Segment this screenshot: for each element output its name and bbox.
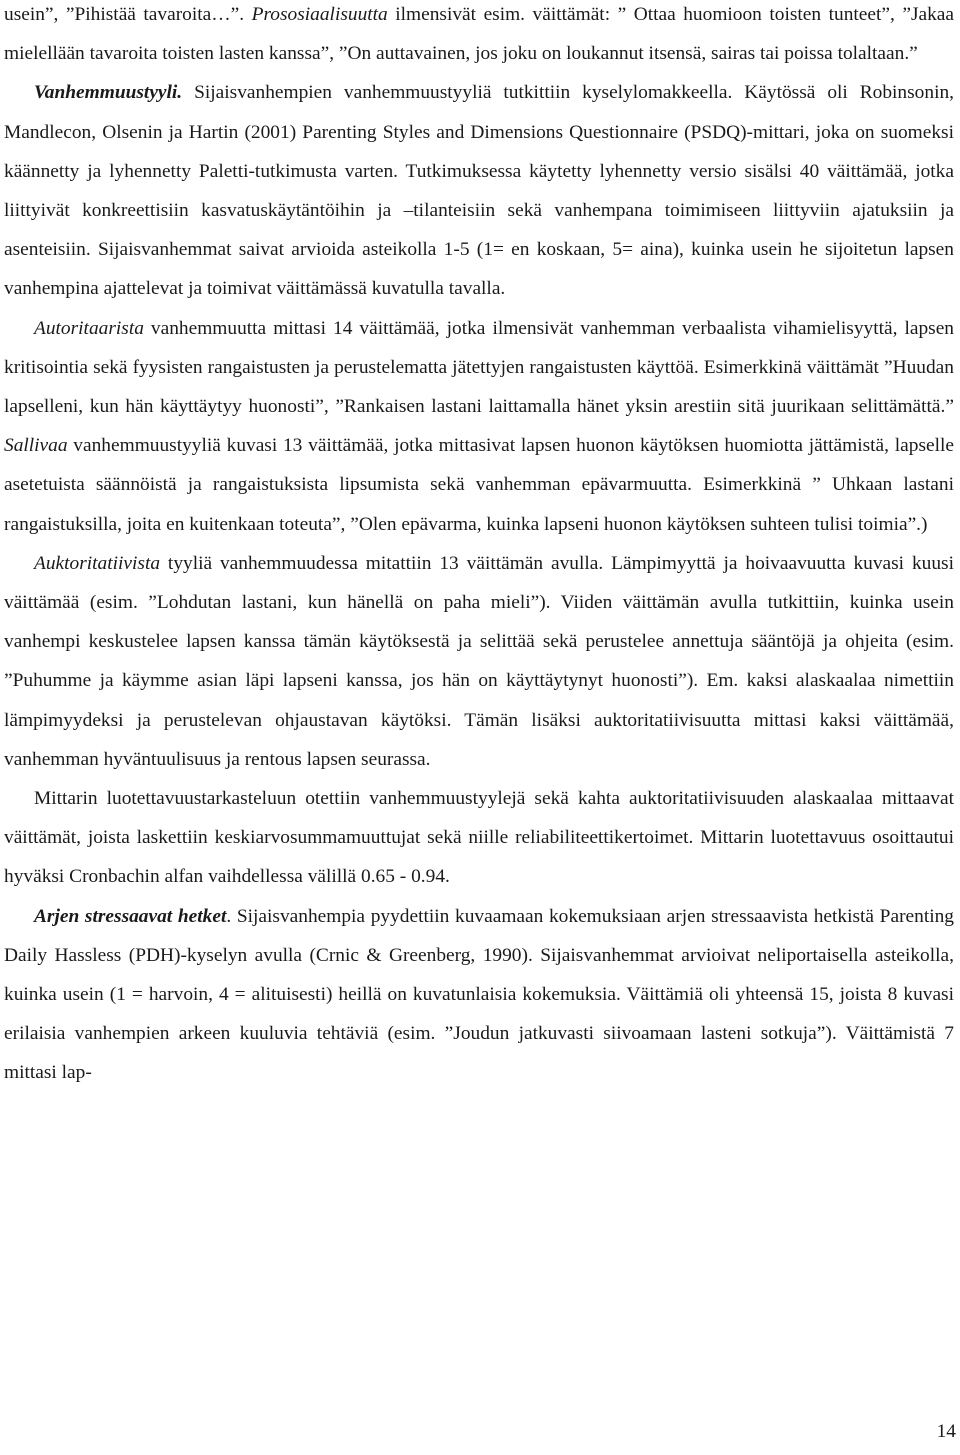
paragraph-daily-hassles — [4, 897, 954, 1093]
paragraph-prosocial-continuation — [4, 0, 954, 73]
paragraph-authoritarian — [4, 309, 954, 544]
term-prosocial: Prososiaalisuutta — [251, 4, 388, 25]
paragraph-parenting-style — [4, 73, 954, 308]
paragraph-text: vanhemmuutta mittasi 14 väittämää, jotka ilmensivät vanhemman verbaalista vihamielisyyttä, lapsen kritisointia sekä fyysisten rangaistusten ja perustelematta jätettyjen rangaistusten käyttöä. Esimerkkinä väittämät ”Huudan lapselleni, kun hän käyttäytyy huonosti”, ”Rankaisen lastani laittamalla hänet yksin arestiin sitä juurikaan selittämättä.” — [4, 317, 954, 418]
paragraph-authoritative — [4, 544, 954, 779]
paragraph-text: Sijaisvanhempien vanhemmuustyyliä tutkittiin kyselylomakkeella. Käytössä oli Robinsonin, Mandlecon, Olsenin ja Hartin (2001) Parenting Styles and Dimensions Questionnaire (PSDQ)-mittari, joka on suomeksi käännetty ja lyhennetty Paletti-tutkimusta varten. Tutkimuksessa käytetty lyhennetty versio sisälsi 40 väittämää, jotka liittyivät konkreettisiin kasvatuskäytäntöihin ja –tilanteisiin sekä vanhempana toimimiseen liittyviin ajatuksiin ja asenteisiin. Sijaisvanhemmat saivat arvioida asteikolla 1-5 (1= en koskaan, 5= aina), kuinka usein he sijoitetun lapsen vanhempina ajattelevat ja toimivat väittämässä kuvatulla tavalla. — [4, 82, 954, 300]
paragraph-text: . Sijaisvanhempia pyydettiin kuvaamaan kokemuksiaan arjen stressaavista hetkistä Parenting Daily Hassless (PDH)-kyselyn avulla (Crnic & Greenberg, 1990). Sijaisvanhemmat arvioivat neliportaisella asteikolla, kuinka usein (1 = harvoin, 4 = alituisesti) heillä on kuvatunlaisia kokemuksia. Väittämiä oli yhteensä 15, joista 8 kuvasi erilaisia vanhempien arkeen kuuluvia tehtäviä (esim. ”Joudun jatkuvasti siivoamaan lasteni sotkuja”). Väittämistä 7 mittasi lap- — [4, 905, 954, 1084]
paragraph-text: ilmensivät esim. väittämät: ” Ottaa huomioon toisten tunteet”, ”Jakaa mielellään tavaroita toisten lasten kanssa”, ”On auttavainen, jos joku on loukannut itsensä, sairas tai poissa tolaltaan.” — [4, 4, 955, 65]
document-page — [4, 0, 954, 1093]
paragraph-text: tyyliä vanhemmuudessa mitattiin 13 väittämän avulla. Lämpimyyttä ja hoivaavuutta kuvasi kuusi väittämää (esim. ”Lohdutan lastani, kun hänellä on paha mieli”). Viiden väittämän avulla tutkittiin, kuinka usein vanhempi keskustelee lapsen kanssa tämän käytöksestä ja selittää sekä perustelee annettuja sääntöjä ja ohjeita (esim. ”Puhumme ja käymme asian läpi lapseni kanssa, jos hän on käyttäytynyt huonosti”). Em. kaksi alaskaalaa nimettiin lämpimyydeksi ja perustelevan ohjaustavan käytöksi. Tämän lisäksi auktoritatiivisuutta mittasi kaksi väittämää, vanhemman hyväntuulisuus ja rentous lapsen seurassa. — [4, 552, 954, 770]
term-authoritative: Auktoritatiivista — [34, 552, 161, 574]
term-permissive: Sallivaa — [4, 435, 68, 457]
paragraph-text: usein”, ”Pihistää tavaroita…”. — [4, 4, 252, 25]
term-authoritarian: Autoritaarista — [34, 317, 144, 339]
section-heading-daily-hassles: Arjen stressaavat hetket — [34, 905, 227, 927]
paragraph-text: vanhemmuustyyliä kuvasi 13 väittämää, jotka mittasivat lapsen huonon käytöksen huomiotta jättämistä, lapselle asetetuista säännöistä ja rangaistuksista lipsumista sekä vanhemman epävarmuutta. Esimerkkinä ” Uhkaan lastani rangaistuksilla, joita en kuitenkaan toteuta”, ”Olen epävarma, kuinka lapseni huonon käytöksen suhteen tulisi toimia”.) — [4, 435, 954, 535]
paragraph-reliability — [4, 779, 954, 897]
paragraph-text: Mittarin luotettavuustarkasteluun otettiin vanhemmuustyylejä sekä kahta auktoritatiivisuuden alaskaalaa mittaavat väittämät, joista laskettiin keskiarvosummamuuttujat sekä niille reliabiliteettikertoimet. Mittarin luotettavuus osoittautui hyväksi Cronbachin alfan vaihdellessa välillä 0.65 - 0.94. — [4, 788, 954, 888]
section-heading-parenting-style: Vanhemmuustyyli. — [34, 82, 183, 104]
page-number: 14 — [936, 1421, 956, 1442]
